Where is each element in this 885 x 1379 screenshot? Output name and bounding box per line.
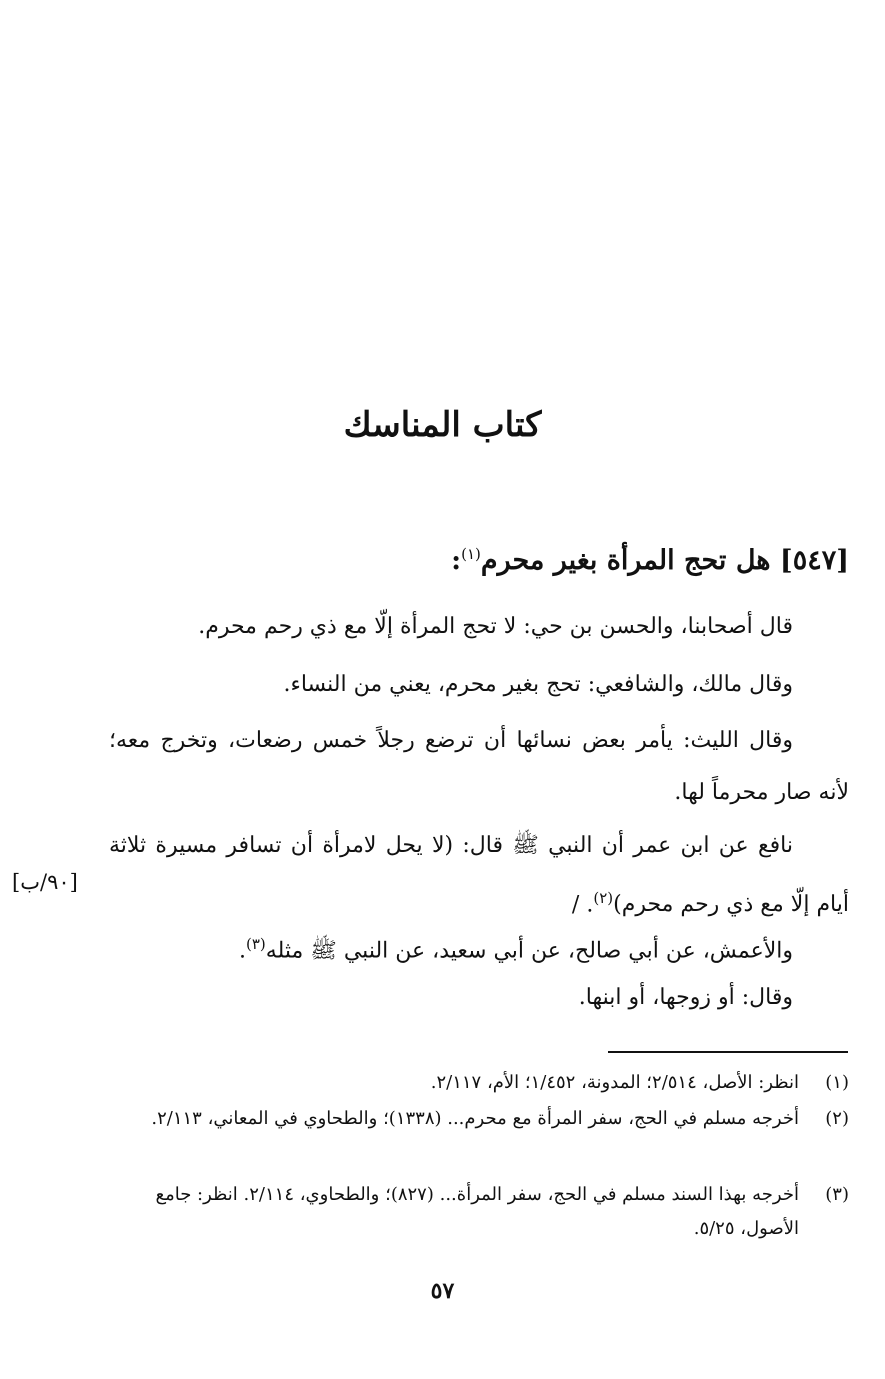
footnote-1 bbox=[114, 1066, 849, 1100]
section-heading bbox=[129, 545, 849, 576]
footnote-number: (٢) bbox=[825, 1108, 849, 1129]
book-title: كتاب المناسك bbox=[343, 405, 542, 445]
paragraph-5-text: والأعمش، عن أبي صالح، عن أبي سعيد، عن النبي ﷺ مثله bbox=[265, 938, 793, 964]
paragraph-5-tail: . bbox=[239, 938, 246, 964]
footnote-number: (١) bbox=[825, 1072, 849, 1093]
footnote-reference[interactable]: (٣) bbox=[246, 935, 266, 953]
manuscript-folio-reference: [٩٠/ب] bbox=[12, 870, 78, 894]
paragraph-2: وقال مالك، والشافعي: تحج بغير محرم، يعني من النساء. bbox=[283, 672, 793, 697]
paragraph-4-tail: . / bbox=[571, 892, 594, 918]
paragraph-1: قال أصحابنا، والحسن بن حي: لا تحج المرأة إلّا مع ذي رحم محرم. bbox=[198, 614, 793, 639]
page-number: ٥٧ bbox=[430, 1278, 455, 1304]
footnote-text: انظر: الأصل، ٢/٥١٤؛ المدونة، ١/٤٥٢؛ الأم، ٢/١١٧. bbox=[430, 1072, 799, 1093]
paragraph-6: وقال: أو زوجها، أو ابنها. bbox=[578, 985, 793, 1010]
section-suffix: : bbox=[451, 545, 462, 576]
section-title: هل تحج المرأة بغير محرم bbox=[480, 545, 771, 576]
section-number: [٥٤٧] bbox=[779, 545, 849, 576]
footnote-divider bbox=[608, 1051, 848, 1053]
footnote-2 bbox=[114, 1102, 849, 1136]
paragraph-3-text: وقال الليث: يأمر بعض نسائها أن ترضع رجلاً خمس رضعات، وتخرج معه؛ لأنه صار محرماً لها. bbox=[109, 728, 849, 805]
footnote-text: أخرجه بهذا السند مسلم في الحج، سفر المرأة... (٨٢٧)؛ والطحاوي، ٢/١١٤. انظر: جامع الأصول، ٥/٢٥. bbox=[155, 1184, 799, 1239]
footnote-text: أخرجه مسلم في الحج، سفر المرأة مع محرم... (١٣٣٨)؛ والطحاوي في المعاني، ٢/١١٣. bbox=[151, 1108, 799, 1129]
footnote-number: (٣) bbox=[825, 1184, 849, 1205]
paragraph-3 bbox=[109, 715, 849, 819]
paragraph-4 bbox=[109, 820, 849, 931]
paragraph-5 bbox=[93, 918, 793, 977]
footnote-reference[interactable]: (١) bbox=[461, 545, 481, 563]
footnote-reference[interactable]: (٢) bbox=[593, 889, 614, 907]
paragraph-4-text: نافع عن ابن عمر أن النبي ﷺ قال: (لا يحل لامرأة أن تسافر مسيرة ثلاثة أيام إلّا مع ذي رحم محرم) bbox=[109, 833, 849, 918]
footnote-3 bbox=[114, 1178, 849, 1246]
